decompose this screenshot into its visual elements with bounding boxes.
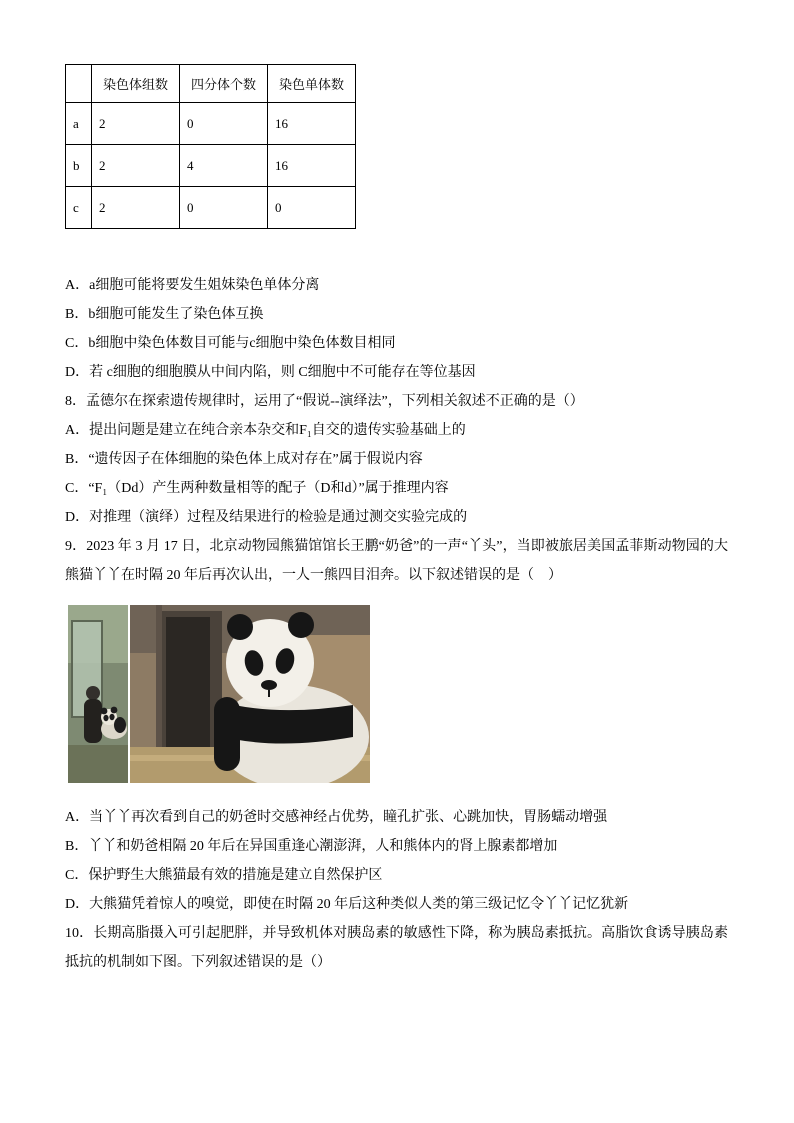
photo-divider (128, 605, 130, 783)
question-text-block (65, 271, 728, 977)
row-label: b (66, 145, 92, 187)
table-cell: 0 (268, 187, 356, 229)
table-row-c (66, 187, 356, 229)
table-cell: 0 (180, 187, 268, 229)
right-photo-panda-closeup (130, 605, 370, 783)
q7-option-c: C．b细胞中染色体数目可能与c细胞中染色体数目相同 (65, 336, 396, 351)
q10-stem: 10．长期高脂摄入可引起肥胖，并导致机体对胰岛素的敏感性下降，称为胰岛素抵抗。高脂饮食诱导胰岛素抵抗的机制如下图。下列叙述错误的是（） (65, 926, 728, 970)
q9-option-d: D．大熊猫凭着惊人的嗅觉，即使在时隔 20 年后这种类似人类的第三级记忆令丫丫记忆犹新 (65, 897, 629, 912)
q7-option-a: A．a细胞可能将要发生姐妹染色单体分离 (65, 278, 320, 293)
table-cell: 16 (268, 145, 356, 187)
q7-option-b: B．b细胞可能发生了染色体互换 (65, 307, 264, 322)
table-header-chromosome-sets: 染色体组数 (92, 65, 180, 103)
q8-option-b: B．“遗传因子在体细胞的染色体上成对存在”属于假说内容 (65, 452, 423, 467)
table-corner-cell (66, 65, 92, 103)
table-cell: 16 (268, 103, 356, 145)
table-header-tetrads: 四分体个数 (180, 65, 268, 103)
q9-option-c: C．保护野生大熊猫最有效的措施是建立自然保护区 (65, 868, 383, 883)
row-label: a (66, 103, 92, 145)
q9-stem: 9．2023 年 3 月 17 日，北京动物园熊猫馆馆长王鹏“奶爸”的一声“丫头”，当即被旅居美国孟菲斯动物园的大熊猫丫丫在时隔 20 年后再次认出，一人一熊四目泪奔。以下叙述错误的是（ ） (65, 539, 728, 583)
table-cell: 2 (92, 103, 180, 145)
q9-option-a: A．当丫丫再次看到自己的奶爸时交感神经占优势，瞳孔扩张、心跳加快，胃肠蠕动增强 (65, 810, 608, 825)
table-cell: 2 (92, 145, 180, 187)
table-header-row (66, 65, 356, 103)
q9-option-b: B．丫丫和奶爸相隔 20 年后在异国重逢心潮澎湃，人和熊体内的肾上腺素都增加 (65, 839, 558, 854)
table-cell: 0 (180, 103, 268, 145)
table-cell: 2 (92, 187, 180, 229)
table-header-chromatids: 染色单体数 (268, 65, 356, 103)
panda-photo-illustration (68, 605, 370, 783)
row-label: c (66, 187, 92, 229)
q8-option-c: C．“F₁（Dd）产生两种数量相等的配子（D和d）”属于推理内容 (65, 481, 449, 496)
q8-option-a: A．提出问题是建立在纯合亲本杂交和F₁自交的遗传实验基础上的 (65, 423, 466, 438)
cell-stats-table (65, 64, 356, 229)
q7-option-d: D．若 c细胞的细胞膜从中间内陷，则 C细胞中不可能存在等位基因 (65, 365, 476, 380)
q8-option-d: D．对推理（演绎）过程及结果进行的检验是通过测交实验完成的 (65, 510, 468, 525)
table-row-a (66, 103, 356, 145)
table-cell: 4 (180, 145, 268, 187)
table-row-b (66, 145, 356, 187)
left-photo-enclosure (68, 605, 128, 783)
q8-stem: 8．孟德尔在探索遗传规律时，运用了“假说--演绎法”，下列相关叙述不正确的是（） (65, 394, 584, 409)
panda-reunion-photo (68, 605, 370, 783)
